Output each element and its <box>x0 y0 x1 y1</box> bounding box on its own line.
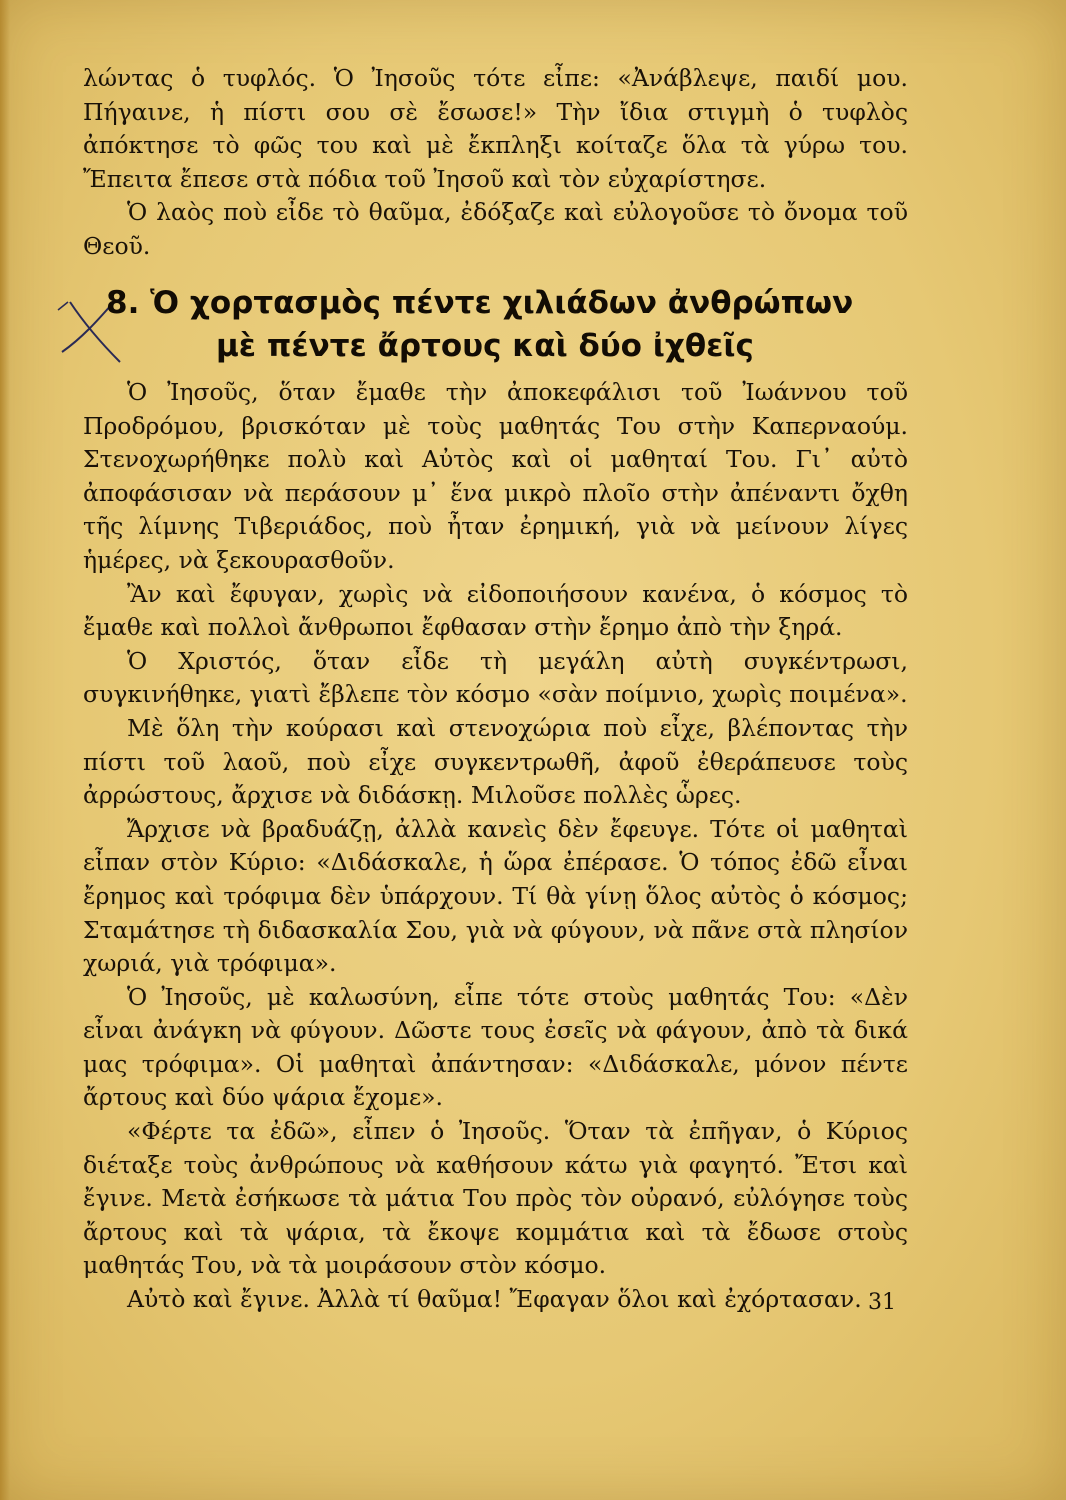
section-heading <box>100 282 930 368</box>
section-heading-line1: 8. Ὁ χορτασμὸς πέντε χιλιάδων ἀνθρώπων <box>106 285 854 321</box>
paragraph: Ὁ λαὸς ποὺ εἶδε τὸ θαῦμα, ἐδόξαζε καὶ εὐλογοῦσε τὸ ὄνομα τοῦ Θεοῦ. <box>83 198 908 260</box>
binding-edge <box>0 0 10 1500</box>
paragraph: «Φέρτε τα ἐδῶ», εἶπεν ὁ Ἰησοῦς. Ὅταν τὰ ἐπῆγαν, ὁ Κύριος διέταξε τοὺς ἀνθρώπους νὰ καθήσουν κάτω γιὰ φαγητό. Ἔτσι καὶ ἔγινε. Μετὰ ἐσήκωσε τὰ μάτια Του πρὸς τὸν οὐρανό, εὐλόγησε τοὺς ἄρτους καὶ τὰ ψάρια, τὰ ἔκοψε κομμάτια καὶ τὰ ἔδωσε στοὺς μαθητάς Του, νὰ τὰ μοιράσουν στὸν κόσμο. <box>83 1117 908 1280</box>
paragraph: Ὁ Ἰησοῦς, μὲ καλωσύνη, εἶπε τότε στοὺς μαθητάς Του: «Δὲν εἶναι ἀνάγκη νὰ φύγουν. Δῶστε τους ἐσεῖς νὰ φάγουν, ἀπὸ τὰ δικά μας τρόφιμα». Οἱ μαθηταὶ ἀπάντησαν: «Διδάσκαλε, μόνον πέντε ἄρτους καὶ δύο ψάρια ἔχομε». <box>83 982 908 1112</box>
paragraph: Ὁ Ἰησοῦς, ὅταν ἔμαθε τὴν ἀποκεφάλισι τοῦ Ἰωάννου τοῦ Προδρόμου, βρισκόταν μὲ τοὺς μαθητάς Του στὴν Καπερναούμ. Στενοχωρήθηκε πολὺ καὶ Αὐτὸς καὶ οἱ μαθηταί Του. Γι᾽ αὐτὸ ἀποφάσισαν νὰ περάσουν μ᾽ ἕνα μικρὸ πλοῖο στὴν ἀπέναντι ὄχθη τῆς λίμνης Τιβεριάδος, ποὺ ἦταν ἐρημική, γιὰ νὰ μείνουν λίγες ἡμέρες, νὰ ξεκουρασθοῦν. <box>83 378 908 574</box>
paragraph: Ὁ Χριστός, ὅταν εἶδε τὴ μεγάλη αὐτὴ συγκέντρωσι, συγκινήθηκε, γιατὶ ἔβλεπε τὸν κόσμο «σὰν ποίμνιο, χωρὶς ποιμένα». <box>83 646 908 709</box>
section-body-text <box>83 376 908 1317</box>
paragraph: Ἄρχισε νὰ βραδυάζῃ, ἀλλὰ κανεὶς δὲν ἔφευγε. Τότε οἱ μαθηταὶ εἶπαν στὸν Κύριο: «Διδάσκαλε, ἡ ὥρα ἐπέρασε. Ὁ τόπος ἐδῶ εἶναι ἔρημος καὶ τρόφιμα δὲν ὑπάρχουν. Τί θὰ γίνῃ ὅλος αὐτὸς ὁ κόσμος; Σταμάτησε τὴ διδασκαλία Σου, γιὰ νὰ φύγουν, νὰ πᾶνε στὰ πλησίον χωριά, γιὰ τρόφιμα». <box>83 814 908 978</box>
paragraph: Ἂν καὶ ἔφυγαν, χωρὶς νὰ εἰδοποιήσουν κανένα, ὁ κόσμος τὸ ἔμαθε καὶ πολλοὶ ἄνθρωποι ἔφθασαν στὴν ἔρημο ἀπὸ τὴν ξηρά. <box>83 579 908 642</box>
paragraph: λώντας ὁ τυφλός. Ὁ Ἰησοῦς τότε εἶπε: «Ἀνάβλεψε, παιδί μου. Πήγαινε, ἡ πίστι σου σὲ ἔσωσε!» Τὴν ἴδια στιγμὴ ὁ τυφλὸς ἀπόκτησε τὸ φῶς του καὶ μὲ ἔκπληξι κοίταζε ὅλα τὰ γύρω του. Ἔπειτα ἔπεσε στὰ πόδια τοῦ Ἰησοῦ καὶ τὸν εὐχαρίστησε. <box>83 64 908 193</box>
page-number: 31 <box>868 1290 896 1315</box>
previous-section-text <box>83 62 908 264</box>
paragraph: Αὐτὸ καὶ ἔγινε. Ἀλλὰ τί θαῦμα! Ἔφαγαν ὅλοι καὶ ἐχόρτασαν. <box>127 1285 862 1314</box>
paragraph: Μὲ ὅλη τὴν κούρασι καὶ στενοχώρια ποὺ εἶχε, βλέποντας τὴν πίστι τοῦ λαοῦ, ποὺ εἶχε συγκεντρωθῆ, ἀφοῦ ἐθεράπευσε τοὺς ἀρρώστους, ἄρχισε νὰ διδάσκῃ. Μιλοῦσε πολλὲς ὧρες. <box>83 713 908 810</box>
section-heading-line2: μὲ πέντε ἄρτους καὶ δύο ἰχθεῖς <box>216 328 754 364</box>
